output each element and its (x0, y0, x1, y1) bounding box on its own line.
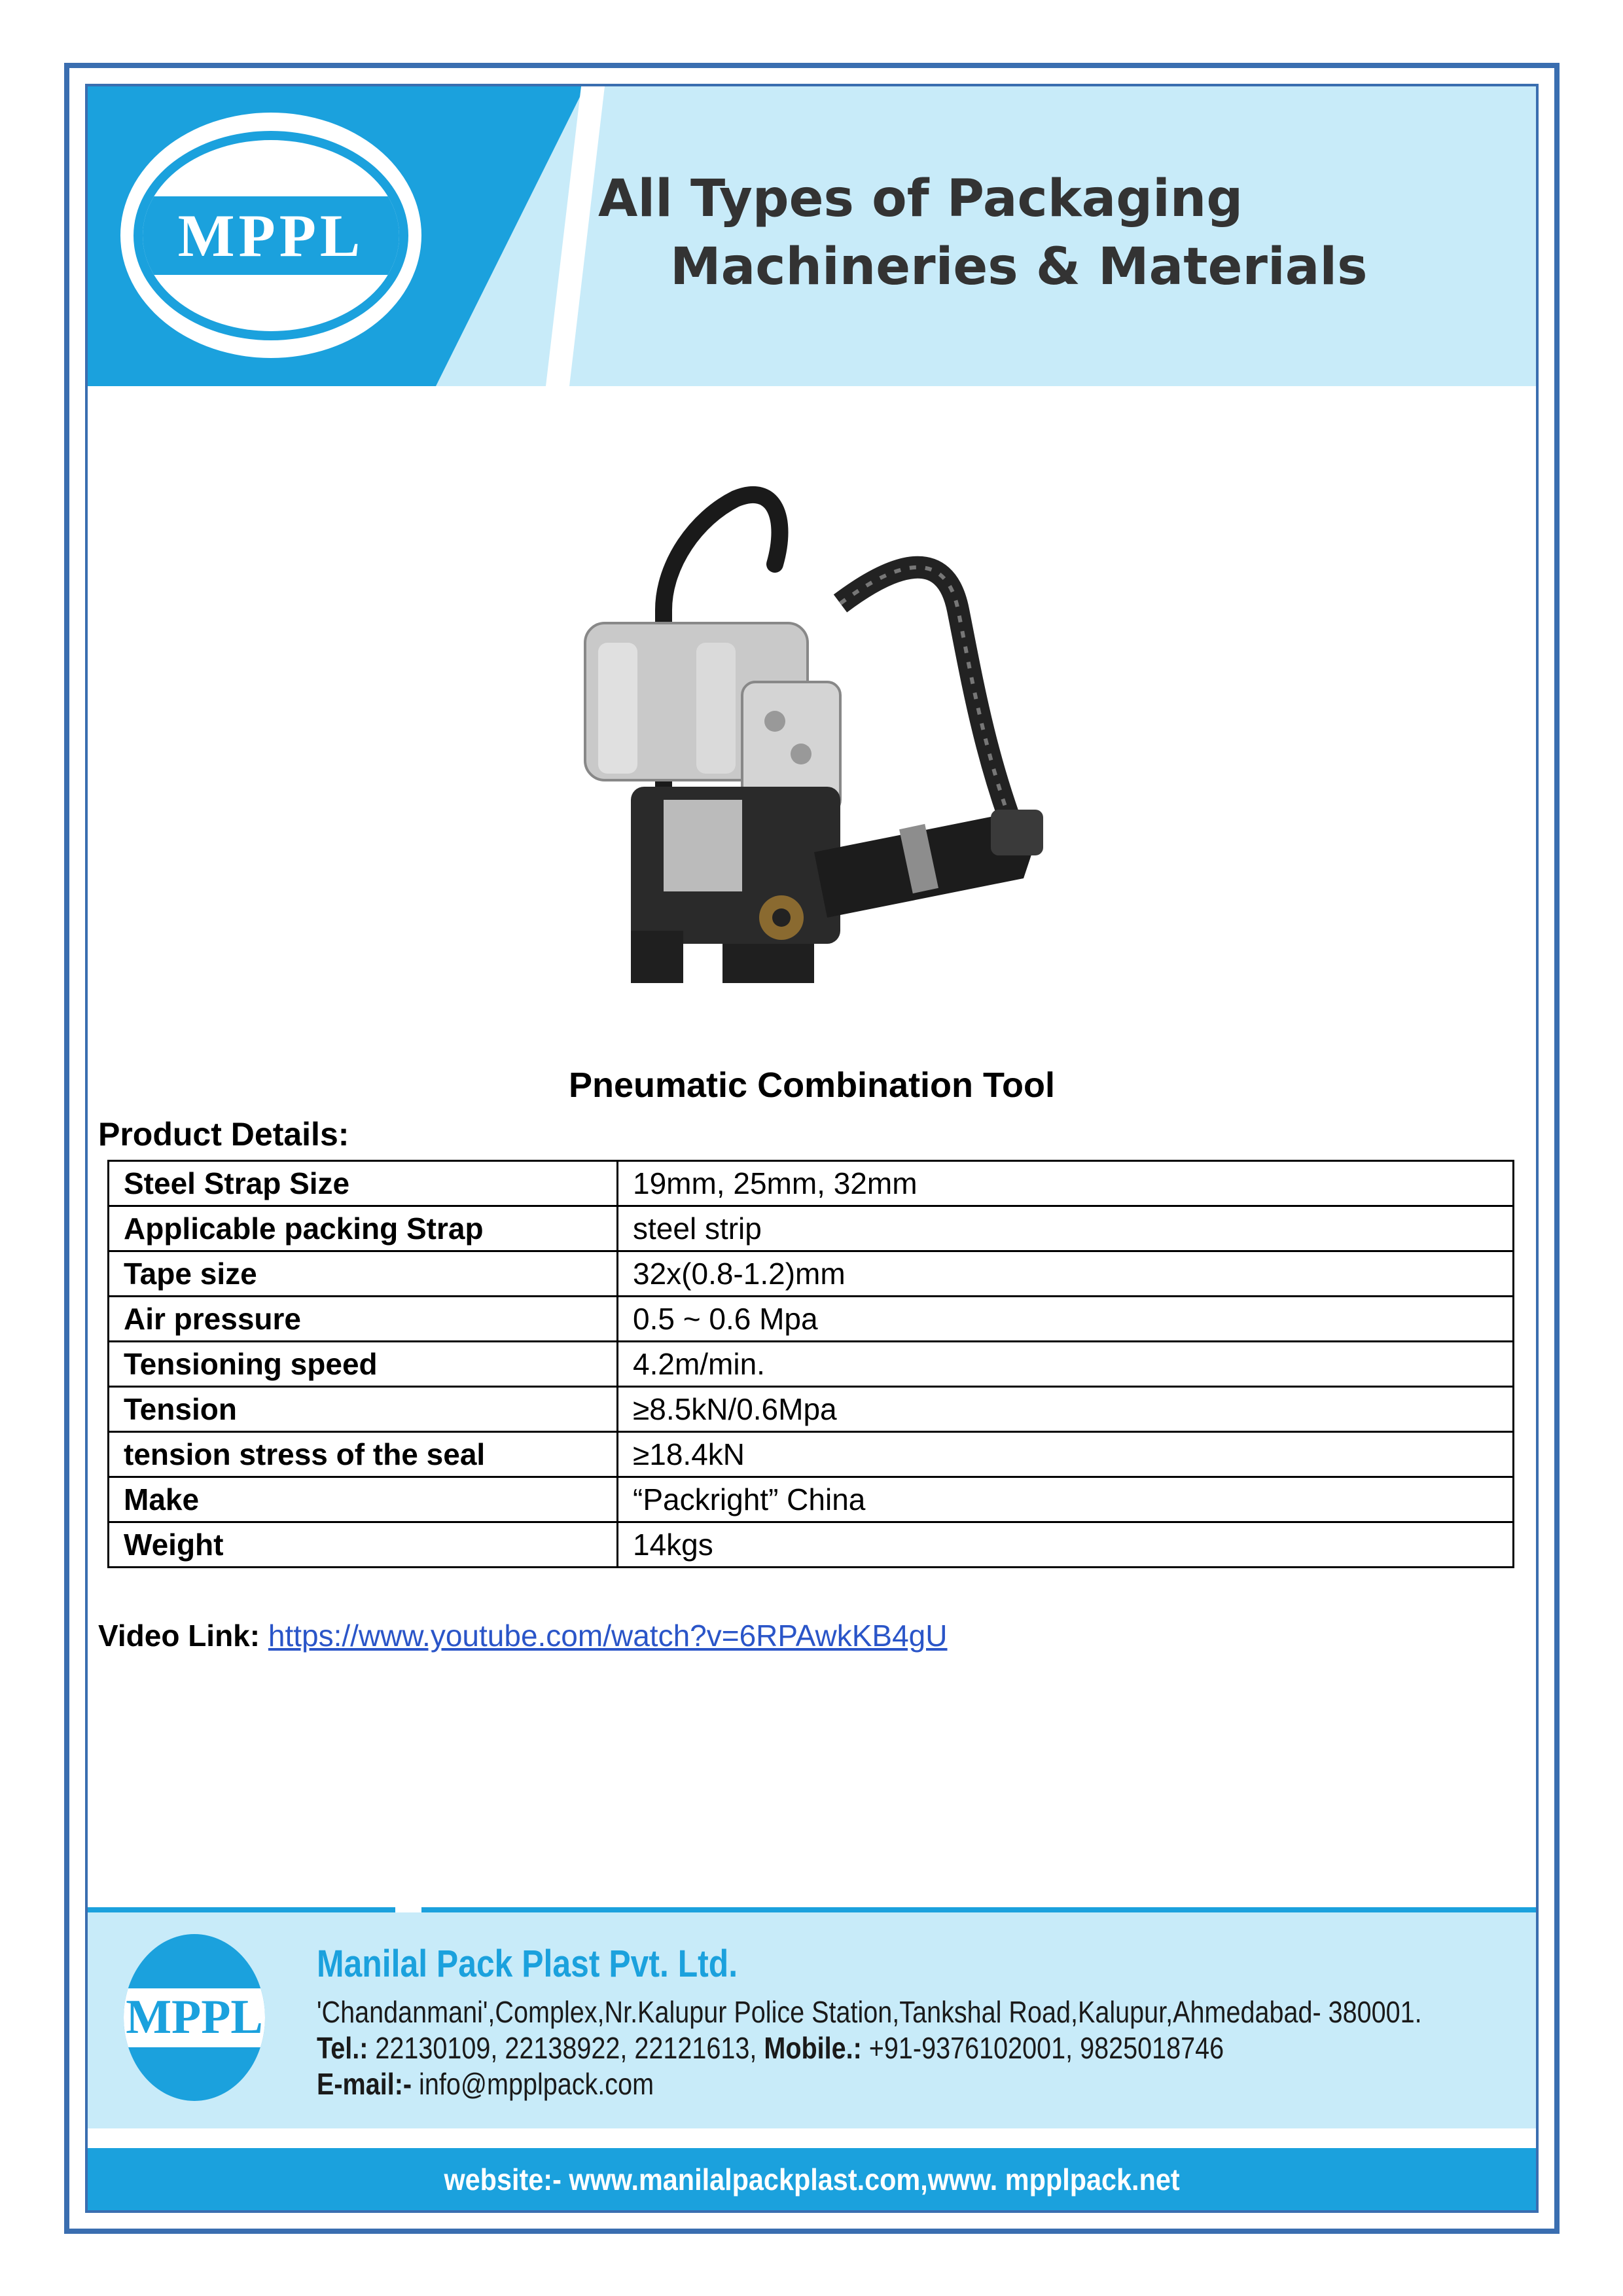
spec-key: Tensioning speed (109, 1342, 618, 1387)
video-link-row (98, 1618, 948, 1653)
email-label: E-mail:- (317, 2067, 412, 2101)
spec-key: Weight (109, 1522, 618, 1568)
spec-value: 32x(0.8-1.2)mm (618, 1251, 1514, 1297)
header-title (598, 165, 1514, 301)
spec-key: Steel Strap Size (109, 1161, 618, 1206)
spec-key: Applicable packing Strap (109, 1206, 618, 1251)
company-email (317, 2066, 654, 2102)
video-link-label: Video Link: (98, 1619, 260, 1653)
mobile-value: +91-9376102001, 9825018746 (861, 2031, 1224, 2065)
mppl-logo-ring (134, 131, 408, 340)
table-row (109, 1342, 1514, 1387)
table-row (109, 1251, 1514, 1297)
product-details-heading: Product Details: (98, 1116, 349, 1153)
table-row (109, 1432, 1514, 1477)
mppl-logo-footer-band (124, 1988, 265, 2047)
spec-value: “Packright” China (618, 1477, 1514, 1522)
mobile-label: Mobile.: (764, 2031, 862, 2065)
tel-label: Tel.: (317, 2031, 368, 2065)
company-name: Manilal Pack Plast Pvt. Ltd. (317, 1943, 738, 1985)
spec-key: Make (109, 1477, 618, 1522)
spec-key: Tension (109, 1387, 618, 1432)
header-title-line2: Machineries & Materials (670, 238, 1368, 296)
table-row (109, 1387, 1514, 1432)
spec-key: Air pressure (109, 1297, 618, 1342)
company-address: 'Chandanmani',Complex,Nr.Kalupur Police Station,Tankshal Road,Kalupur,Ahmedabad- 380001. (317, 1995, 1422, 2029)
product-title: Pneumatic Combination Tool (568, 1066, 1055, 1105)
spec-value: 4.2m/min. (618, 1342, 1514, 1387)
mppl-logo-text: MPPL (177, 202, 365, 269)
spec-value: ≥8.5kN/0.6Mpa (618, 1387, 1514, 1432)
spec-value: 0.5 ~ 0.6 Mpa (618, 1297, 1514, 1342)
spec-value: ≥18.4kN (618, 1432, 1514, 1477)
tel-value: 22130109, 22138922, 22121613, (368, 2031, 764, 2065)
mppl-logo-band (143, 196, 399, 275)
mppl-logo-footer (124, 1934, 265, 2101)
website-text: website:- www.manilalpackplast.com,www. mpplpack.net (444, 2162, 1180, 2197)
spec-key: Tape size (109, 1251, 618, 1297)
spec-key: tension stress of the seal (109, 1432, 618, 1477)
email-value: info@mpplpack.com (412, 2067, 654, 2101)
company-phone (317, 2030, 1224, 2066)
spec-value: 14kgs (618, 1522, 1514, 1568)
table-row (109, 1161, 1514, 1206)
spec-value: steel strip (618, 1206, 1514, 1251)
spec-value: 19mm, 25mm, 32mm (618, 1161, 1514, 1206)
table-row (109, 1522, 1514, 1568)
pneumatic-tool-image (565, 446, 1076, 1016)
website-bar (88, 2148, 1536, 2210)
table-row (109, 1297, 1514, 1342)
table-row (109, 1206, 1514, 1251)
spec-table (107, 1160, 1514, 1568)
page-frame (85, 84, 1539, 2213)
video-link[interactable]: https://www.youtube.com/watch?v=6RPAwkKB4gU (268, 1619, 948, 1653)
mppl-logo (120, 113, 421, 358)
header-banner (88, 86, 1536, 386)
mppl-logo-footer-text: MPPL (126, 1990, 263, 2044)
header-title-line1: All Types of Packaging (598, 170, 1243, 228)
table-row (109, 1477, 1514, 1522)
